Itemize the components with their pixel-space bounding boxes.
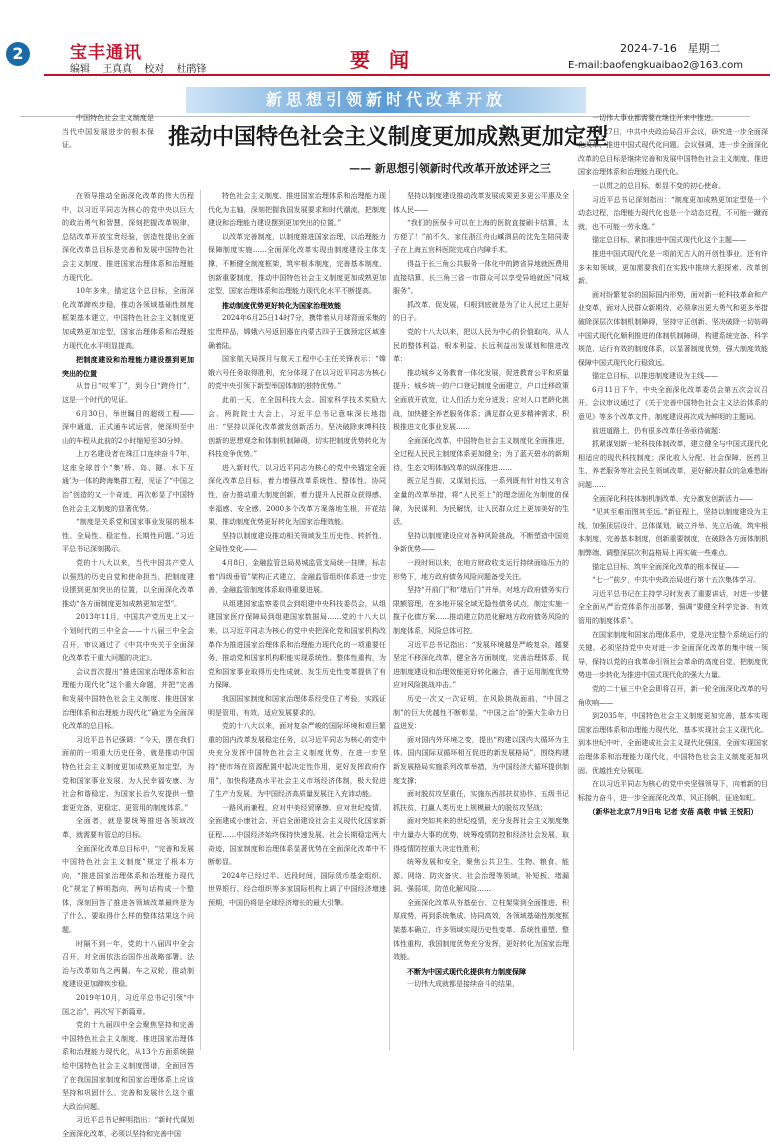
paragraph: 坚持“开前门”和“堵后门”并举，对地方政府债务实行限额管理，在多地开展全域无隐性债务试点，制定实施一揽子化债方案……推动建立防范化解地方政府债务风险的制度体系，风险总体可控。 [393,586,569,635]
paragraph: 得益于长三角公共服务一体化中的跨省异地就医费用直接结算，长三角三省一市群众可以享受异地就医“同城服务”。 [393,259,569,296]
paragraph: 6月30日，举世瞩目的超级工程——深中通道，正式通车试运营，使深圳至中山的车程从此前的2小时缩短至30分钟。 [62,409,194,445]
paragraph: 中国特色社会主义制度是当代中国发展进步的根本保证。 [62,114,154,150]
paragraph: 10年多来，锚定这个总目标，全面深化改革蹄疾步稳，推动各领域基础性制度框架基本建立，中国特色社会主义制度更加成熟更加定型，国家治理体系和治理能力现代化水平明显提高。 [62,287,194,350]
paragraph: 坚持以制度建设推动改革发展成果更多更公平惠及全体人民—— [393,192,569,214]
proofreader-name: 杜鹃锋 [176,64,207,75]
paragraph: 一路风雨兼程，应对中美经贸摩擦、应对世纪疫情，全面建成小康社会、开启全面建设社会主义现代化国家新征程……中国经济始终保持快速发展、社会长期稳定两大奇迹，国家制度和治理体系显著优势在全面深化改革中不断彰显。 [208,803,386,867]
paragraph: 全面者，就是要统筹推进各领域改革，就需要有管总的目标。 [62,817,194,839]
paragraph: 锚定总目标，筑牢全面深化改革的根本保证—— [592,562,739,571]
paragraph: 国家航天局探月与航天工程中心主任关锋表示：“嫦娥六号任务取得胜利，充分体现了在以习近平同志为核心的党中央引领下新型举国体制的独特优势。” [208,355,386,391]
article-column-4 [578,112,768,819]
article-column-3 [393,190,569,992]
section-title: 要 闻 [350,48,415,72]
column-divider [573,190,574,1050]
paragraph: 历史一次又一次证明，在风险挑战面前，“中国之制”的巨大优越性不断彰显，“中国之治”的强大生命力日益迸发： [393,694,569,731]
paragraph: 把制度建设和治理能力建设摆到更加突出的位置 [62,355,194,378]
paragraph: 一切伟大成就都是接续奋斗的结果， [407,980,519,989]
paragraph: 面对国内外环境之变，提出“构建以国内大循环为主体、国内国际双循环相互促进的新发展格局”，围绕构建新发展格局实施系列改革举措，为中国经济大循环提供制度支撑； [393,735,569,785]
paragraph: 党的十九届四中全会聚焦坚持和完善中国特色社会主义制度、推进国家治理体系和治理能力现代化，从13个方面系统描绘中国特色社会主义制度图谱，全面回答了在我国国家制度和国家治理体系上应该坚持和巩固什么、完善和发展什么这个重大政治问题。 [62,1021,194,1111]
proofreader-label: 校对 [144,64,165,75]
paragraph: 推进中国式现代化是一项前无古人的开创性事业，还有许多未知领域，更加需要我们在实践中推续大胆探索、改革创新。 [578,249,768,286]
paragraph: 习近平总书记深刻指出：“制度更加成熟更加定型是一个动态过程，治理能力现代化也是一个动态过程，不可能一蹴而就，也不可能一劳永逸。” [578,195,768,231]
staff-line [70,60,216,75]
paragraph: 坚持以制度建设推动相关领域发生历史性、转折性、全局性变化—— [208,531,386,554]
paragraph: 6月27日，中共中央政治局召开会议，研究进一步全面深化改革、推进中国式现代化问题。会议强调，进一步全面深化改革的总目标是继续完善和发展中国特色社会主义制度、推进国家治理体系和治理能力现代化。 [578,127,768,177]
paragraph: “七一”前夕，中共中央政治局进行第十五次集体学习。 [592,576,761,585]
paragraph: 全面深化改革从夯基垒台、立柱架梁到全面推进、积厚成势，再到系统集成、协同高效，各领域基础性制度框架基本确立，许多领域实现历史性变革、系统性重塑、整体性重构，我国制度优势充分发挥，更好转化为国家治理效能。 [393,898,569,962]
paragraph: 一段时间以来，在地方财政收支运行持续面临压力的形势下，地方政府债务风险问题备受关注。 [393,559,569,581]
series-banner: 新思想引领新时代改革开放 [186,87,586,113]
paragraph: 全面深化改革，中国特色社会主义制度化全面推进，全过程人民民主制度体系更加健全；为了蓝天碧水的新期待，生态文明体制改革的纵深推进…… [393,436,569,472]
paragraph: 我国国家制度和国家治理体系经受住了考验，实践证明是管用、有效、适应发展要求的。 [208,694,386,717]
paragraph: 党的十八大以来，把以人民为中心的价值取向，从人民的整体利益、根本利益、长远利益出发谋划和推进改革： [393,327,569,364]
paragraph: 时隔不到一年，党的十八届四中全会召开，对全面依法治国作出战略部署。法治与改革如鸟之两翼、车之双轮，推动制度建设更加蹄疾步稳。 [62,939,194,989]
paragraph: 不断为中国式现代化提供有力制度保障 [407,966,526,976]
paragraph: 上万名建设者在珠江口连续奋斗7年，这座全球首个“集‘桥、岛、隧、水下互通’为一体的跨海集群工程，见证了“中国之治”创造的又一个奇迹，再次彰显了中国特色社会主义制度的显著优势。 [62,450,194,513]
paragraph: 党的十八大以来，当代中国共产党人以强烈的历史自觉和使命担当，把制度建设摆到更加突出的位置，以全面深化改革推动“各方面制度更加成熟更加定型”。 [62,559,194,608]
paragraph: 全面深化科技体制机制改革，充分激发创新活力—— [592,494,753,503]
paragraph: 2024年6月25日14时7分，携带着从月球背面采集的宝贵样品，嫦娥六号返回器在内蒙古四子王旗预定区域准确着陆。 [208,314,386,350]
paragraph: 一以贯之的总目标，彰显不变的初心使命。 [592,181,725,190]
paragraph: 习近平总书记指出：“发展环境越是严峻复杂，越要坚定不移深化改革，健全各方面制度，完善治理体系，促进制度建设和治理效能更好转化融合，善于运用制度优势应对风险挑战冲击。” [393,640,569,690]
paragraph: 习近平总书记强调：“今天，摆在我们面前的一项重大历史任务，就是推动中国特色社会主义制度更加成熟更加定型，为党和国家事业发展、为人民幸福安康、为社会和谐稳定、为国家长治久安提供一整套更完备、更稳定、更管用的制度体系。” [62,735,194,812]
paragraph: 推动制度优势更好转化为国家治理效能 [222,300,341,310]
paragraph: “我们的医保卡可以在上海的医院直接刷卡结算，太方便了！”前不久，家住浙江舟山嵊泗县的沈先生陪同妻子在上海五官科医院完成白内障手术。 [393,219,569,255]
article-column-2 [208,190,386,910]
paragraph: 党的二十届三中全会即将召开，新一轮全面深化改革的号角吹响—— [578,684,768,707]
paragraph: 此前一天，在全国科技大会、国家科学技术奖励大会、两院院士大会上，习近平总书记意味深长地指出：“坚持以深化改革激发创新活力，坚决破除束缚科技创新的思想观念和体制机制障碍，切实把制度优势转化为科技竞争优势。” [208,395,386,459]
paragraph: 习近平总书记鲜明指出：“新时代谋划全面深化改革，必须以坚持和完善中国 [62,1116,194,1138]
weekday-text: 星期二 [687,42,721,55]
paragraph: “见其至难而图其至远。”新征程上，坚持以制度建设为主线，加强顶层设计、总体谋划，破立并举、先立后破，筑牢根本制度，完善基本制度，创新重要制度，在破除各方面体制机制弊端、调整深层次利益格局上再实破一些难点。 [578,508,768,557]
paragraph: 在国家制度和国家治理体系中，党是决定整个系统运行的关键。必须坚持党中央对进一步全面深化改革的集中统一领导，保持以党的自我革命引领社会革命的高度自觉，把制度优势进一步转化为推进中国式现代化的强大力量。 [578,630,768,680]
issue-date [620,40,720,56]
paragraph: 锚定总目标，紧扣推进中国式现代化这个主题—— [592,236,746,245]
editor-label: 编辑 [70,64,90,75]
headline: 推动中国特色社会主义制度更加成熟更加定型 [167,125,608,150]
email: E-mail:baofengkuaibao2@163.com [568,60,743,71]
paragraph: “制度是关系党和国家事业发展的根本性、全局性、稳定性、长期性问题。”习近平总书记深刻揭示。 [62,518,194,554]
date-text: 2024-7-16 [620,42,677,55]
column-divider [200,190,201,1050]
paragraph: 党的十八大以来，面对复杂严峻的国际环境和艰巨繁重的国内改革发展稳定任务，以习近平同志为核心的党中央充分发挥中国特色社会主义制度优势，在进一步坚持“使市场在资源配置中起决定性作用，更好发挥政府作用”，加快构建高水平社会主义市场经济体制，极大促进了生产力发展，为中国经济高质量发展注入充沛动能。 [208,722,386,799]
paragraph: 6月11日下午，中央全面深化改革委员会第五次会议召开。会议审议通过了《关于完善中国特色社会主义法治体系的意见》等多个改革文件，制度建设再次成为鲜明的主题词。 [578,385,768,422]
paragraph: 会议首次提出“推进国家治理体系和治理能力现代化”这个重大命题，并把“完善和发展中国特色社会主义制度、推进国家治理体系和治理能力现代化”确定为全面深化改革的总目标。 [62,667,194,731]
paragraph: 前进道路上，仍有很多改革任务亟待破题： [592,426,725,435]
paragraph: 抓改革、促发展，归根到底就是为了让人民过上更好的日子。 [393,300,569,323]
paragraph: 从组建国家监察委员会到组建中央科技委员会，从组建国家医疗保障局到组建国家数据局……党的十八大以来，以习近平同志为核心的党中央把深化党和国家机构改革作为推进国家治理体系和治理能力现代化的一项重要任务，推动党和国家机构职能实现系统性、整体性重构，为党和国家事业取得历史性成就、发生历史性变革提供了有力保障。 [208,599,386,690]
paragraph: 习近平总书记在主持学习时发表了重要讲话，对进一步健全全面从严治党体系作出部署，强调“要健全科学完备、有效管用的制度体系”。 [578,589,768,625]
paragraph: 面对纷繁复杂的国际国内形势，面对新一轮科技革命和产业变革，面对人民群众新期待，必须拿出更大勇气和更多举措破除深层次体制机制障碍，坚持守正创新、坚决破除一切妨碍中国式现代化顺利推进的体制机制障碍，构建系统完备、科学规范、运行有效的制度体系，以显著制度优势，强大制度效能保障中国式现代化行稳致远。 [578,290,768,367]
paragraph: 锚定总目标，以推进制度建设为主线—— [592,372,718,381]
paragraph: 在以习近平同志为核心的党中央坚强领导下，向着新的目标接力奋斗，进一步全面深化改革，风正扬帆，征途如虹。 [578,780,768,802]
paragraph: 从昔日“叹零丁”，到今日“跨伶仃”，这是一个时代的见证。 [62,382,194,404]
page-header [0,0,772,78]
paragraph: 进入新时代，以习近平同志为核心的党中央锚定全面深化改革总目标，着力增强改革系统性、整体性、协同性，奋力推动重大制度创新，着力提升人民群众获得感、幸福感、安全感，2000多个改革方案落地生根，开花结果，推动制度优势更好转化为国家治理效能。 [208,463,386,527]
paragraph: 既立足当前，又谋划长远，一系列既有针对性又有含金量的改革举措，将“人民至上”的理念固化为制度的保障，为民谋利、为民解忧，让人民群众过上更加美好的生活。 [393,477,569,527]
paragraph: 2019年10月，习近平总书记引领“中国之治”，再次写下新篇章。 [62,994,194,1016]
article-column-1-lower [62,190,194,1142]
paragraph: 特色社会主义制度、推进国家治理体系和治理能力现代化为主轴，深刻把握我国发展要求和时代潮流，把制度建设和治理能力建设摆到更加突出的位置。” [208,192,386,228]
paragraph: 到2035年，中国特色社会主义制度更加完善，基本实现国家治理体系和治理能力现代化，基本实现社会主义现代化。到本世纪中叶，全面建成社会主义现代化强国，全面实现国家治理体系和治理能力现代化，中国特色社会主义制度更加巩固、优越性充分展现。 [578,712,768,775]
page-number: 2 [6,42,30,66]
editor-name: 王真真 [102,64,133,75]
paragraph: 4月8日，金融监管总局易城监管支局统一挂牌，标志着“四级垂管”架构正式建立，金融监管组织体系进一步完善，金融监管制度体系取得重要进展。 [208,559,386,595]
paragraph: 面对突如其来的世纪疫情，充分发挥社会主义制度集中力量办大事的优势，统筹疫情防控和经济社会发展，取得疫情防控重大决定性胜利； [393,817,569,853]
paragraph: 推动城乡义务教育一体化发展，促进教育公平和质量提升；城乡统一的户口登记制度全面建立，户口迁移政策全面放开放宽，让人们活力充分迸发；应对人口老龄化挑战，加快健全养老服务体系；满足群众更多精神需求，积极推进文化事业发展…… [393,368,569,432]
paragraph: 抓紧谋划新一轮科技体制改革，建立健全与中国式现代化相适应的现代科技制度；深化收入分配、社会保障、医药卫生、养老服务等社会民生领域改革，更好解决群众的急难愁盼问题…… [578,440,768,490]
paragraph: 在领导推动全面深化改革的伟大历程中，以习近平同志为核心的党中央以巨大的政治勇气和智慧，深刻把握改革规律，总结改革开放宝贵经验，创造性提出全面深化改革总目标是完善和发展中国特色社会主义制度、推进国家治理体系和治理能力现代化。 [62,192,194,282]
paragraph: 一切伟大事业都需要在继往开来中推进。 [592,114,718,122]
column-divider [389,190,390,1050]
article-column-1 [62,112,154,153]
paragraph: 2013年11月，中国共产党历史上又一个划时代的三中全会——十八届三中全会召开，审议通过了《中共中央关于全面深化改革若干重大问题的决定》。 [62,613,194,663]
masthead: 宝丰通讯 [70,43,142,63]
paragraph: 以改革完善制度，以制度推进国家治理，以治理能力保障制度实施……全面深化改革实现由制度建设主体支撑，不断健全制度框架，筑牢根本制度，完善基本制度，创新重要制度，推动中国特色社会主义制度更加成熟更加定型，国家治理体系和治理能力现代化水平不断提高。 [208,232,386,296]
header-rule [44,74,770,76]
paragraph: 统筹发展和安全，聚焦公共卫生、生物、粮食、能源、网络、防灾备灾、社会治理等领域，补短板、堵漏洞、强弱项，防范化解风险…… [393,858,569,894]
subtitle: —— 新思想引领新时代改革开放述评之三 [349,162,551,175]
paragraph: 全面深化改革总目标中，“完善和发展中国特色社会主义制度”规定了根本方向，“推进国家治理体系和治理能力现代化”规定了鲜明指向，两句话构成一个整体，深刻回答了推进各领域改革最终是为了什么、要取得什么样的整体结果这个问题。 [62,844,194,935]
paragraph: （新华社北京7月9日电 记者 安蓓 高敬 申铖 王悦阳） [588,807,758,817]
paragraph: 面对脱贫攻坚重任，实施东西部扶贫协作、五级书记抓扶贫，打赢人类历史上规模最大的脱贫攻坚战； [393,790,569,812]
paragraph: 2024年已经过半。近段时间，国际货币基金组织、世界银行、经合组织等多家国际机构上调了中国经济增速预期，中国仍将是全球经济增长的最大引擎。 [208,871,386,907]
paragraph: 坚持以制度建设应对各种风险挑战，不断塑造中国竞争新优势—— [393,531,569,554]
